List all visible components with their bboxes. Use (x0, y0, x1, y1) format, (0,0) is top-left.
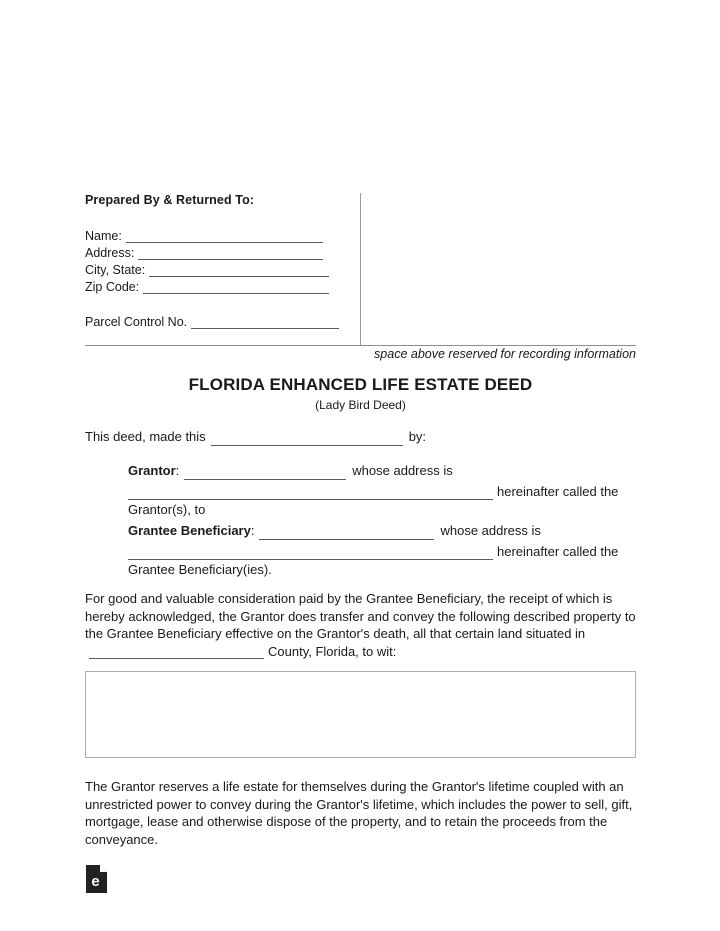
prepared-by-heading: Prepared By & Returned To: (85, 193, 255, 207)
name-field-row (85, 226, 355, 243)
grantee-closing-text: Grantee Beneficiary(ies). (128, 562, 272, 577)
grantee-hereinafter-text: hereinafter called the (497, 543, 619, 559)
grantor-block (128, 462, 636, 519)
page-subtitle: (Lady Bird Deed) (315, 398, 406, 412)
grantor-address-line (128, 483, 636, 501)
parcel-control-field-input[interactable] (191, 317, 339, 329)
legal-description-box[interactable] (85, 671, 636, 758)
grantor-label-colon: : (175, 463, 180, 478)
grantor-hereinafter-text: hereinafter called the (497, 483, 619, 499)
grantee-label: Grantee Beneficiary (128, 523, 251, 538)
city-state-field-input[interactable] (149, 265, 329, 277)
grantee-name-input[interactable] (259, 527, 434, 540)
document-e-logo-icon (85, 864, 109, 894)
address-field-input[interactable] (138, 248, 323, 260)
grantor-name-input[interactable] (184, 467, 346, 480)
grantor-address-input[interactable] (128, 485, 493, 500)
city-state-field-row (85, 260, 355, 277)
document-content-column (85, 0, 636, 931)
grantor-address-prompt: whose address is (352, 463, 453, 478)
page-title: FLORIDA ENHANCED LIFE ESTATE DEED (188, 375, 533, 394)
deed-date-suffix: by: (408, 429, 427, 444)
county-input[interactable] (89, 647, 264, 659)
return-address-fields (85, 226, 355, 329)
zip-code-field-label: Zip Code: (85, 280, 140, 294)
grantee-beneficiary-block (128, 522, 636, 579)
city-state-field-label: City, State: (85, 263, 146, 277)
name-field-label: Name: (85, 229, 122, 243)
address-field-row (85, 243, 355, 260)
grantor-label: Grantor (128, 463, 176, 478)
svg-text:e: e (91, 873, 100, 890)
consideration-text-part1: For good and valuable consideration paid by the Grantee Beneficiary, the receipt of which is hereby acknowledged, the Grantor does transfer and convey the following described property to the Grantee Beneficiary effective on the Grantor's death, all that certain land situated in (85, 591, 636, 641)
grantee-address-prompt: whose address is (440, 523, 541, 538)
grantor-name-line (128, 462, 636, 480)
consideration-paragraph (85, 590, 636, 660)
recording-vertical-divider (360, 193, 361, 345)
grantee-address-input[interactable] (128, 545, 493, 560)
grantor-closing-text: Grantor(s), to (128, 502, 206, 517)
grantee-address-line (128, 543, 636, 561)
parcel-control-field-row (85, 311, 355, 329)
recording-horizontal-rule (85, 345, 636, 346)
grantee-name-line (128, 522, 636, 540)
life-estate-reservation-paragraph: The Grantor reserves a life estate for themselves during the Grantor's lifetime coupled with an unrestricted power to convey during the Grantor's lifetime, which includes the power to sell, gift, mortgage, lease and otherwise dispose of the property, and to retain the proceeds from the conveyance. (85, 779, 633, 847)
recording-header-block (85, 193, 636, 361)
deed-date-prefix: This deed, made this (85, 429, 206, 444)
name-field-input[interactable] (126, 231, 323, 243)
parcel-control-field-label: Parcel Control No. (85, 315, 188, 329)
zip-code-field-row (85, 277, 355, 294)
address-field-label: Address: (85, 246, 135, 260)
zip-code-field-input[interactable] (143, 282, 329, 294)
deed-date-input[interactable] (211, 433, 403, 446)
consideration-text-part2: County, Florida, to wit: (268, 643, 397, 659)
grantee-label-colon: : (250, 523, 255, 538)
recording-space-caption: space above reserved for recording information (374, 347, 636, 361)
deed-date-line (85, 428, 636, 446)
